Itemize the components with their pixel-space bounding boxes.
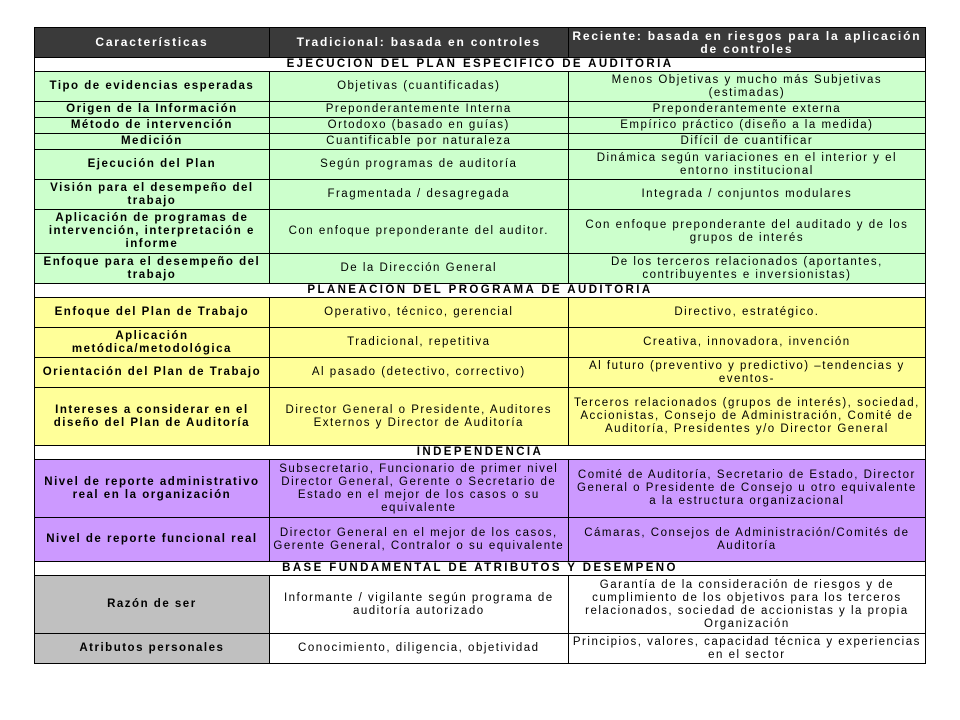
table-row [35,298,926,328]
row-label: Tipo de evidencias esperadas [35,72,270,102]
table-row [35,72,926,102]
row-label: Atributos personales [35,634,270,664]
row-traditional: Según programas de auditoría [269,150,568,180]
row-traditional: Cuantificable por naturaleza [269,134,568,150]
row-label: Enfoque para el desempeño del trabajo [35,254,270,284]
row-recent: Terceros relacionados (grupos de interés), sociedad, Accionistas, Consejo de Administración, Comité de Auditoría, Presidentes y/o Director General [568,388,925,446]
table-row [35,180,926,210]
row-label: Aplicación metódica/metodológica [35,328,270,358]
table-row [35,388,926,446]
row-label: Nivel de reporte administrativo real en la organización [35,460,270,518]
row-label: Nivel de reporte funcional real [35,518,270,562]
row-recent: Menos Objetivas y mucho más Subjetivas (estimadas) [568,72,925,102]
header-characteristics: Características [35,28,270,58]
row-traditional: Ortodoxo (basado en guías) [269,118,568,134]
row-label: Método de intervención [35,118,270,134]
row-recent: Con enfoque preponderante del auditado y de los grupos de interés [568,210,925,254]
row-recent: Dinámica según variaciones en el interior y el entorno institucional [568,150,925,180]
header-traditional: Tradicional: basada en controles [269,28,568,58]
section-title-planeacion: PLANEACIÓN DEL PROGRAMA DE AUDITORIA [35,284,926,298]
section-title-independencia: INDEPENDENCIA [35,446,926,460]
row-recent: Difícil de cuantificar [568,134,925,150]
row-recent: Cámaras, Consejos de Administración/Comités de Auditoría [568,518,925,562]
row-recent: Comité de Auditoría, Secretario de Estado, Director General o Presidente de Consejo u otro equivalente a la estructura organizacional [568,460,925,518]
table-row [35,358,926,388]
row-recent: De los terceros relacionados (aportantes, contribuyentes e inversionistas) [568,254,925,284]
table-row [35,210,926,254]
row-traditional: De la Dirección General [269,254,568,284]
row-recent: Empírico práctico (diseño a la medida) [568,118,925,134]
row-label: Medición [35,134,270,150]
row-traditional: Conocimiento, diligencia, objetividad [269,634,568,664]
row-traditional: Subsecretario, Funcionario de primer nivel Director General, Gerente o Secretario de Estado en el mejor de los casos o su equivalente [269,460,568,518]
row-traditional: Preponderantemente Interna [269,102,568,118]
row-recent: Garantía de la consideración de riesgos y de cumplimiento de los objetivos para los terceros relacionados, sociedad de accionistas y la propia Organización [568,576,925,634]
table-row [35,254,926,284]
table-row [35,102,926,118]
row-recent: Integrada / conjuntos modulares [568,180,925,210]
row-traditional: Director General en el mejor de los casos, Gerente General, Contralor o su equivalente [269,518,568,562]
row-label: Orientación del Plan de Trabajo [35,358,270,388]
header-recent: Reciente: basada en riesgos para la aplicación de controles [568,28,925,58]
table-row [35,518,926,562]
row-traditional: Director General o Presidente, Auditores Externos y Director de Auditoría [269,388,568,446]
table-row [35,150,926,180]
row-label: Ejecución del Plan [35,150,270,180]
row-traditional: Tradicional, repetitiva [269,328,568,358]
comparison-table [34,27,926,664]
row-traditional: Informante / vigilante según programa de auditoría autorizado [269,576,568,634]
row-label: Intereses a considerar en el diseño del Plan de Auditoría [35,388,270,446]
row-label: Origen de la Información [35,102,270,118]
row-traditional: Operativo, técnico, gerencial [269,298,568,328]
row-label: Enfoque del Plan de Trabajo [35,298,270,328]
row-label: Visión para el desempeño del trabajo [35,180,270,210]
table-row [35,118,926,134]
row-recent: Directivo, estratégico. [568,298,925,328]
row-traditional: Fragmentada / desagregada [269,180,568,210]
section-title-ejecucion: EJECUCIÓN DEL PLAN ESPECIFICO DE AUDITORIA [35,58,926,72]
table-row [35,134,926,150]
row-traditional: Objetivas (cuantificadas) [269,72,568,102]
row-recent: Creativa, innovadora, invención [568,328,925,358]
row-recent: Principios, valores, capacidad técnica y experiencias en el sector [568,634,925,664]
row-label: Razón de ser [35,576,270,634]
row-recent: Al futuro (preventivo y predictivo) –tendencias y eventos- [568,358,925,388]
table-row [35,576,926,634]
row-recent: Preponderantemente externa [568,102,925,118]
row-traditional: Al pasado (detectivo, correctivo) [269,358,568,388]
row-traditional: Con enfoque preponderante del auditor. [269,210,568,254]
header-row [35,28,926,58]
table-row [35,328,926,358]
table-row [35,460,926,518]
section-title-base: BASE FUNDAMENTAL DE ATRIBUTOS Y DESEMPEÑO [35,562,926,576]
row-label: Aplicación de programas de intervención, interpretación e informe [35,210,270,254]
table-row [35,634,926,664]
